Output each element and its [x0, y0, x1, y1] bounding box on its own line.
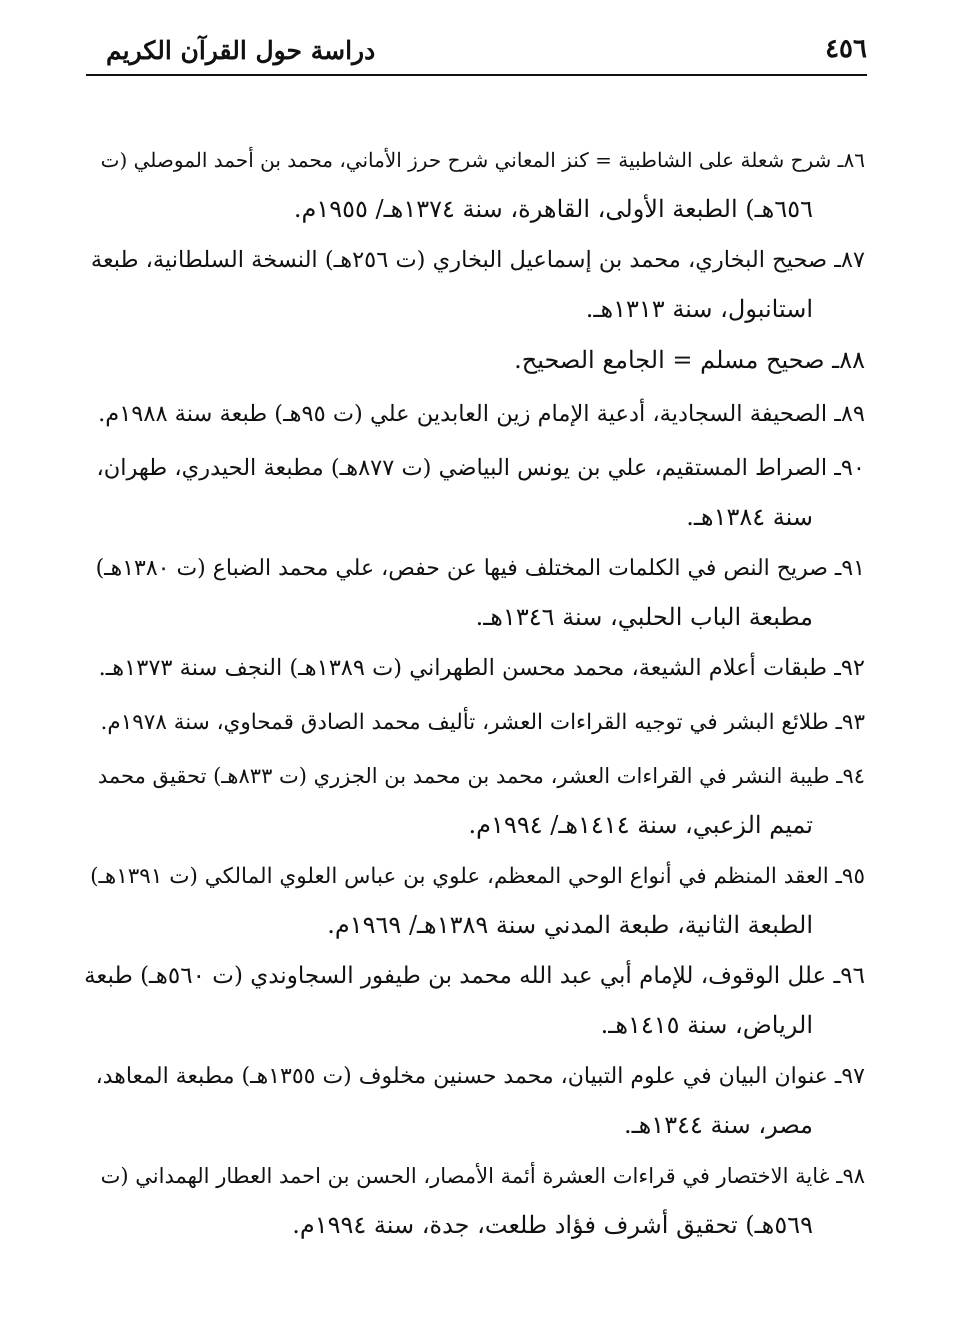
bibliography-entry-91: [84, 544, 865, 642]
bibliography-entry-95: [84, 852, 865, 950]
bibliography-entry-87: [84, 236, 865, 334]
bibliography-entry-90: [84, 444, 865, 542]
entry-continuation-line: ٦٥٦هـ) الطبعة الأولى، القاهرة، سنة ١٣٧٤هـ/ ١٩٥٥م.: [293, 195, 813, 223]
bibliography-entry-96: [84, 952, 865, 1050]
entry-continuation-line: مصر، سنة ١٣٤٤هـ.: [623, 1111, 813, 1139]
entry-continuation-line: الرياض، سنة ١٤١٥هـ.: [600, 1011, 813, 1039]
entry-line: ٩٠ـ الصراط المستقيم، علي بن يونس البياضي (ت ٨٧٧هـ) مطبعة الحيدري، طهران،: [96, 455, 865, 481]
bibliography-entry-93: [84, 698, 865, 747]
bibliography-entry-92: [84, 644, 865, 693]
entry-line: ٩٢ـ طبقات أعلام الشيعة، محمد محسن الطهراني (ت ١٣٨٩هـ) النجف سنة ١٣٧٣هـ.: [98, 655, 865, 681]
entry-line: ٨٨ـ صحيح مسلم = الجامع الصحيح.: [514, 346, 865, 374]
running-title: دراسة حول القرآن الكريم: [106, 36, 376, 65]
entry-line: ٩٣ـ طلائع البشر في توجيه القراءات العشر، تأليف محمد الصادق قمحاوي، سنة ١٩٧٨م.: [100, 710, 865, 735]
bibliography-entry-88: [84, 336, 865, 385]
entry-line: ٩٨ـ غاية الاختصار في قراءات العشرة أئمة الأمصار، الحسن بن احمد العطار الهمداني (ت: [100, 1164, 865, 1188]
entry-line: ٨٧ـ صحيح البخاري، محمد بن إسماعيل البخاري (ت ٢٥٦هـ) النسخة السلطانية، طبعة: [90, 247, 865, 273]
entry-line: ٨٦ـ شرح شعلة على الشاطبية = كنز المعاني شرح حرز الأماني، محمد بن أحمد الموصلي (ت: [100, 148, 865, 172]
entry-line: ٨٩ـ الصحيفة السجادية، أدعية الإمام زين العابدين علي (ت ٩٥هـ) طبعة سنة ١٩٨٨م.: [98, 401, 865, 427]
bibliography-entry-86: [84, 136, 865, 234]
bibliography-list: [84, 136, 865, 1252]
entry-continuation-line: الطبعة الثانية، طبعة المدني سنة ١٣٨٩هـ/ ١٩٦٩م.: [327, 911, 813, 939]
entry-continuation-line: ٥٦٩هـ) تحقيق أشرف فؤاد طلعت، جدة، سنة ١٩٩٤م.: [292, 1211, 813, 1239]
page-header: [86, 28, 867, 76]
page-number: ٤٥٦: [825, 34, 867, 64]
entry-line: ٩٦ـ علل الوقوف، للإمام أبي عبد الله محمد بن طيفور السجاوندي (ت ٥٦٠هـ) طبعة: [84, 963, 865, 989]
bibliography-entry-89: [84, 390, 865, 439]
bibliography-entry-97: [84, 1052, 865, 1150]
entry-continuation-line: تميم الزعبي، سنة ١٤١٤هـ/ ١٩٩٤م.: [468, 811, 813, 839]
entry-line: ٩٤ـ طيبة النشر في القراءات العشر، محمد بن محمد بن الجزري (ت ٨٣٣هـ) تحقيق محمد: [97, 764, 865, 788]
entry-line: ٩١ـ صريح النص في الكلمات المختلف فيها عن حفص، علي محمد الضباع (ت ١٣٨٠هـ): [95, 556, 865, 581]
entry-continuation-line: مطبعة الباب الحلبي، سنة ١٣٤٦هـ.: [475, 603, 813, 631]
bibliography-entry-94: [84, 752, 865, 850]
entry-line: ٩٥ـ العقد المنظم في أنواع الوحي المعظم، علوي بن عباس العلوي المالكي (ت ١٣٩١هـ): [90, 864, 865, 889]
entry-line: ٩٧ـ عنوان البيان في علوم التبيان، محمد حسنين مخلوف (ت ١٣٥٥هـ) مطبعة المعاهد،: [95, 1064, 865, 1089]
entry-continuation-line: سنة ١٣٨٤هـ.: [686, 503, 813, 531]
entry-continuation-line: استانبول، سنة ١٣١٣هـ.: [585, 295, 813, 323]
bibliography-entry-98: [84, 1152, 865, 1250]
